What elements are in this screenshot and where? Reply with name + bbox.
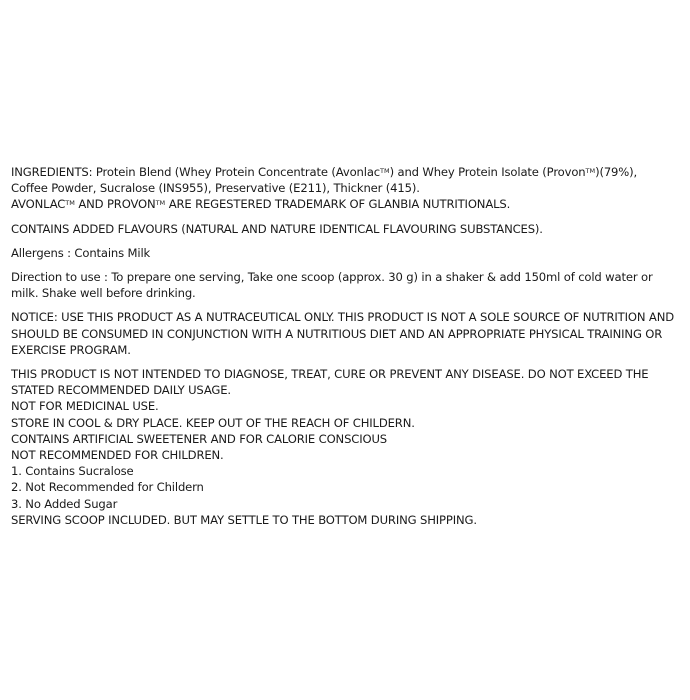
notice-text: NOTICE: USE THIS PRODUCT AS A NUTRACEUTICAL ONLY. THIS PRODUCT IS NOT A SOLE SOURCE OF NUTRITION AND SHOULD BE CONSUMED IN CONJUNCTION WITH A NUTRITIOUS DIET AND AN APPROPRIATE PHYSICAL TRAINING OR EXERCISE PROGRAM.	[11, 310, 675, 357]
warning-line: STORE IN COOL & DRY PLACE. KEEP OUT OF THE REACH OF CHILDERN.	[11, 415, 415, 430]
trademark-symbol: TM	[585, 167, 596, 175]
ingredients-text: ) and Whey Protein Isolate (Provon	[389, 165, 586, 179]
notice-section	[11, 309, 683, 358]
ingredients-text: )(79%),	[595, 165, 638, 179]
warning-line: NOT RECOMMENDED FOR CHILDREN.	[11, 448, 224, 463]
trademark-symbol: TM	[155, 199, 166, 208]
trademark-text: AND PROVON	[74, 197, 156, 212]
trademark-text: AVONLAC	[11, 197, 66, 212]
allergens-text: Allergens : Contains Milk	[11, 245, 151, 260]
ingredients-text: INGREDIENTS: Protein Blend (Whey Protein Concentrate (Avonlac	[11, 165, 380, 179]
ingredients-section	[11, 164, 683, 213]
flavours-text: CONTAINS ADDED FLAVOURS (NATURAL AND NATURE IDENTICAL FLAVOURING SUBSTANCES).	[11, 221, 543, 236]
trademark-notice	[11, 196, 683, 212]
trademark-text: ARE REGESTERED TRADEMARK OF GLANBIA NUTRITIONALS.	[165, 197, 511, 212]
warning-line: 3. No Added Sugar	[11, 496, 118, 511]
warning-line: CONTAINS ARTIFICIAL SWEETENER AND FOR CALORIE CONSCIOUS	[11, 431, 388, 446]
warning-line: NOT FOR MEDICINAL USE.	[11, 399, 159, 414]
warning-line: SERVING SCOOP INCLUDED. BUT MAY SETTLE TO THE BOTTOM DURING SHIPPING.	[11, 512, 477, 527]
trademark-symbol: TM	[380, 167, 390, 175]
trademark-symbol: TM	[65, 199, 75, 208]
disclaimer-text: THIS PRODUCT IS NOT INTENDED TO DIAGNOSE, TREAT, CURE OR PREVENT ANY DISEASE. DO NOT EXCEED THE STATED RECOMMENDED DAILY USAGE.	[11, 367, 649, 398]
directions-section	[11, 269, 683, 301]
ingredients-line-2: Coffee Powder, Sucralose (INS955), Preservative (E211), Thickner (415).	[11, 181, 420, 196]
label-text-block	[11, 164, 683, 536]
warning-line: 2. Not Recommended for Childern	[11, 480, 204, 495]
directions-text: Direction to use : To prepare one serving, Take one scoop (approx. 30 g) in a shaker & add 150ml of cold water or milk. Shake well before drinking.	[11, 270, 653, 301]
warning-line: 1. Contains Sucralose	[11, 464, 134, 479]
warnings-section	[11, 366, 683, 528]
flavours-section	[11, 221, 683, 237]
allergens-section	[11, 245, 683, 261]
ingredients-line-1	[11, 164, 683, 180]
